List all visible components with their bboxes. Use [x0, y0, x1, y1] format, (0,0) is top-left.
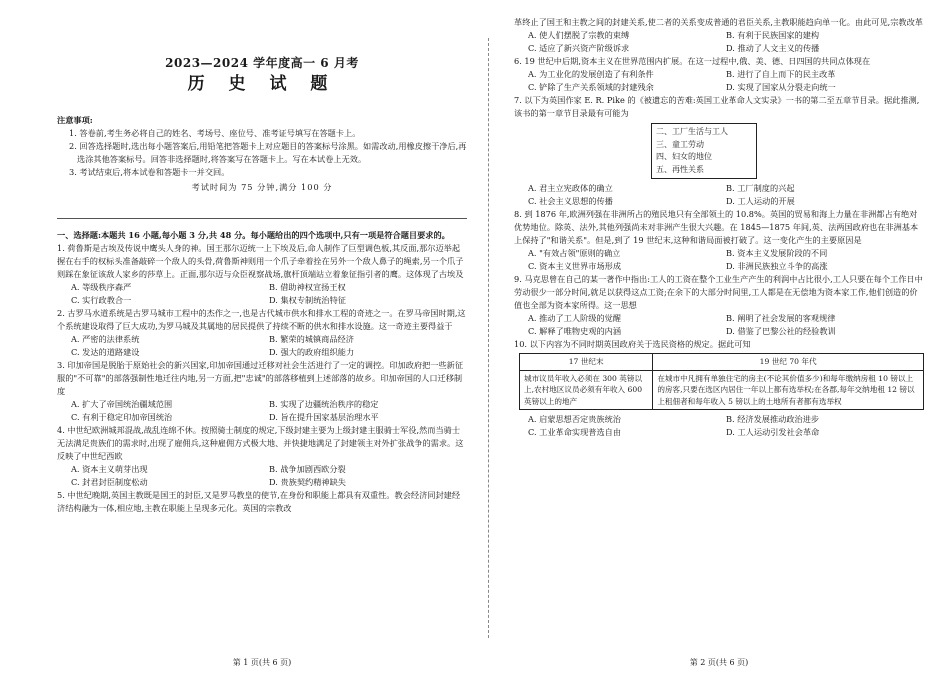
- voter-qualification-table: [519, 353, 924, 410]
- option-a: A. 使人们摆脱了宗教的束缚: [528, 30, 630, 40]
- option-list: [514, 247, 924, 273]
- chapter-item: 二、工厂生活与工人: [656, 127, 728, 136]
- question-stem: 10. 以下内容为不同时期英国政府关于选民资格的规定。据此可知: [514, 339, 751, 349]
- option-a: A. 等级秩序森严: [71, 282, 132, 292]
- option-d: D. 实现了国家从分裂走向统一: [726, 82, 836, 92]
- notice-heading: 注意事项:: [57, 115, 93, 125]
- question-stem: 革终止了国王和主教之间的封建关系,使二者的关系变成普通的君臣关系,主教职能趋向单一化。由此可见,宗教改革: [514, 17, 923, 27]
- questions-right: [514, 16, 924, 439]
- page-footer: 第 2 页(共 6 页): [689, 658, 749, 667]
- option-c: C. 资本主义世界市场形成: [528, 261, 622, 271]
- option-d: D. 推动了人文主义的传播: [726, 43, 820, 53]
- question-1: [57, 242, 467, 307]
- exam-time-line: 考试时间为 75 分钟,满分 100 分: [191, 182, 333, 192]
- option-c: C. 工业革命实现普选自由: [528, 427, 622, 437]
- option-b: B. 繁荣的城镇商品经济: [269, 334, 354, 344]
- question-2: [57, 307, 467, 359]
- option-c: C. 解释了唯物史观的内涵: [528, 326, 622, 336]
- notice-item: 2. 回答选择题时,选出每小题答案后,用铅笔把答题卡上对应题目的答案标号涂黑。如需改动,用橡皮擦干净后,再选涂其他答案标号。回答非选择题时,将答案写在答题卡上。写在本试卷上无效。: [69, 141, 467, 164]
- notice-item: 3. 考试结束后,将本试卷和答题卡一并交回。: [69, 167, 230, 177]
- option-a: A. "有效占领"原则的确立: [528, 248, 621, 258]
- option-c: C. 发达的道路建设: [71, 347, 140, 357]
- option-list: [514, 312, 924, 338]
- option-c: C. 封君封臣制度松动: [71, 477, 148, 487]
- option-d: D. 旨在提升国家基层治理水平: [269, 412, 379, 422]
- option-d: D. 强大的政府组织能力: [269, 347, 355, 357]
- option-d: D. 工人运动引发社会革命: [726, 427, 820, 437]
- option-b: B. 工厂制度的兴起: [726, 183, 795, 193]
- option-a: A. 严密的法律系统: [71, 334, 140, 344]
- option-c: C. 有利于稳定印加帝国统治: [71, 412, 173, 422]
- option-c: C. 适应了新兴资产阶级诉求: [528, 43, 630, 53]
- question-stem: 1. 荷鲁斯是古埃及传说中鹰头人身的神。国王那尔迈统一上下埃及后,命人制作了巨型调色板,其反面,那尔迈举起握在右手的权标头准备敲碎一个敌人的头骨,荷鲁斯神则用一个爪子牵着拴在另外一个敌人鼻子的绳索,另一个爪子则踩在象征该敌人家乡的莎草上。正面,那尔迈与众臣视察战场,旗杆顶端站立着象征指引者的鹰。这体现了古埃及: [57, 243, 464, 279]
- notice-block: [57, 114, 467, 194]
- question-stem: 6. 19 世纪中后期,资本主义在世界范围内扩展。在这一过程中,俄、美、德、日四国的共同点体现在: [514, 56, 871, 66]
- exam-title: 2023—2024 学年度高一 6 月考: [165, 56, 359, 70]
- question-7: [514, 94, 924, 208]
- table-header: 17 世纪末: [520, 354, 653, 371]
- option-b: B. 借助神权宣扬王权: [269, 282, 346, 292]
- option-a: A. 君主立宪政体的确立: [528, 183, 613, 193]
- option-c: C. 社会主义思想的传播: [528, 196, 613, 206]
- table-header: 19 世纪 70 年代: [653, 354, 924, 371]
- option-a: A. 推动了工人阶级的觉醒: [528, 313, 621, 323]
- question-stem: 4. 中世纪欧洲城邦混战,战乱连绵不休。按照骑士制度的规定,下级封建主要为上级封建主服骑士军役,然而当骑士无法满足贵族们的需求时,出现了雇佣兵,这种雇佣方式极大地、并快捷地满足了封建领主对外扩张战争的需求。这反映了中世纪西欧: [57, 425, 464, 461]
- chapter-item: 三、童工劳动: [656, 139, 704, 149]
- option-list: [514, 68, 924, 94]
- option-d: D. 借鉴了巴黎公社的经验教训: [726, 326, 836, 336]
- question-5-continued: [514, 16, 924, 55]
- option-d: D. 贵族契约精神缺失: [269, 477, 346, 487]
- option-b: B. 资本主义发展阶段的不同: [726, 248, 828, 258]
- question-10: [514, 338, 924, 439]
- option-b: B. 阐明了社会发展的客观规律: [726, 313, 836, 323]
- option-a: A. 资本主义萌芽出现: [71, 464, 148, 474]
- question-stem: 5. 中世纪晚期,英国主教既是国王的封臣,又是罗马教皇的使节,在身份和职能上都具有双重性。教会经济同封建经济结构融为一体,相应地,主教在职能上呈现多元化。英国的宗教改: [57, 490, 461, 513]
- option-b: B. 实现了边疆统治秩序的稳定: [269, 399, 379, 409]
- page-2: [514, 0, 924, 673]
- subject-title: 历 史 试 题: [187, 74, 337, 94]
- question-9: [514, 273, 924, 338]
- option-list: [57, 333, 467, 359]
- chapter-item: 五、再性关系: [656, 164, 704, 174]
- option-b: B. 有利于民族国家的建构: [726, 30, 820, 40]
- question-5: [57, 489, 467, 515]
- option-d: D. 工人运动的开展: [726, 196, 795, 206]
- questions-left: [57, 229, 467, 515]
- section-heading: 一、选择题:本题共 16 小题,每小题 3 分,共 48 分。每小题给出的四个选项中,只有一项是符合题目要求的。: [57, 230, 450, 240]
- question-stem: 3. 印加帝国是脱胎于原始社会的新兴国家,印加帝国通过迁移对社会生活进行了一定的调控。印加政府把一些新征服的"不可靠"的部落强制性地迁往内地,另一方面,把"忠诚"的部落移植到上述部落的故乡。印加帝国的人口迁移制度: [57, 360, 464, 396]
- page-1: [57, 0, 467, 673]
- page-footer: 第 1 页(共 6 页): [232, 658, 292, 667]
- option-list: [514, 29, 924, 55]
- option-list: [57, 463, 467, 489]
- question-stem: 9. 马克思曾在自己的某一著作中指出:工人的工资在整个工业生产产生的利润中占比很小,工人只要在每个工作日中劳动很少一部分时间,就足以获得这点工资;在余下的大部分时间里,工人都是在无偿地为资本家工作,他们创造的价值也全部为资本家所得。这一思想: [514, 274, 923, 310]
- chapter-item: 四、妇女的地位: [656, 152, 712, 161]
- question-8: [514, 208, 924, 273]
- table-cell: 在城市中凡拥有单独住宅的房主(不论其价值多少)和每年缴纳房租 10 镑以上的房客,只要在选区内居住一年以上都有选举权;在各郡,每年交纳地租 12 镑以上租佃者和每年收入 5 镑以上的土地所有者都有选举权: [653, 370, 924, 410]
- option-b: B. 进行了自上而下的民主改革: [726, 69, 836, 79]
- option-list: [57, 281, 467, 307]
- option-list: [514, 182, 924, 208]
- question-6: [514, 55, 924, 94]
- question-stem: 2. 古罗马水道系统是古罗马城市工程中的杰作之一,也是古代城市供水和排水工程的奇迹之一。在罗马帝国时期,这个系统建设取得了巨大成功,为罗马城及其属地的居民提供了持续不断的供水和排水设施。这一奇迹主要得益于: [57, 308, 466, 331]
- option-a: A. 扩大了帝国统治疆域范围: [71, 399, 173, 409]
- question-4: [57, 424, 467, 489]
- page-divider: [488, 38, 489, 638]
- chapter-list-box: [651, 123, 757, 179]
- option-d: D. 非洲民族独立斗争的高涨: [726, 261, 828, 271]
- question-stem: 8. 到 1876 年,欧洲列强在非洲所占的殖民地只有全部领土的 10.8%。英国的贸易和海上力量在非洲都占有绝对优势地位。除英、法外,其他列强尚未对非洲产生很大兴趣。在 1845—1875 年间,英、法两国政府也在非洲基本上保持了"和谐关系"。但是,到了 19 世纪末,这种和谐局面被打破了。这一变化产生的主要原因是: [514, 209, 919, 245]
- question-stem: 7. 以下为英国作家 E. R. Pike 的《被遗忘的苦难:英国工业革命人文实录》一书的第二至五章节目录。据此推测,该书的第一章节目录最有可能为: [514, 95, 920, 118]
- table-cell: 城市议员年收入必须在 300 英镑以上,农村地区议员必须有年收入 600 英镑以上的地产: [520, 370, 653, 410]
- question-3: [57, 359, 467, 424]
- option-b: B. 经济发展推动政治进步: [726, 414, 820, 424]
- header-separator: [57, 218, 467, 219]
- option-c: C. 铲除了生产关系领域的封建残余: [528, 82, 654, 92]
- option-d: D. 集权专制统治特征: [269, 295, 346, 305]
- option-a: A. 为工业化的发展创造了有利条件: [528, 69, 654, 79]
- option-c: C. 实行政教合一: [71, 295, 132, 305]
- option-a: A. 启蒙思想否定贵族统治: [528, 414, 621, 424]
- notice-item: 1. 答卷前,考生务必将自己的姓名、考场号、座位号、准考证号填写在答题卡上。: [69, 128, 361, 138]
- option-b: B. 战争加剧西欧分裂: [269, 464, 346, 474]
- option-list: [57, 398, 467, 424]
- option-list: [514, 413, 924, 439]
